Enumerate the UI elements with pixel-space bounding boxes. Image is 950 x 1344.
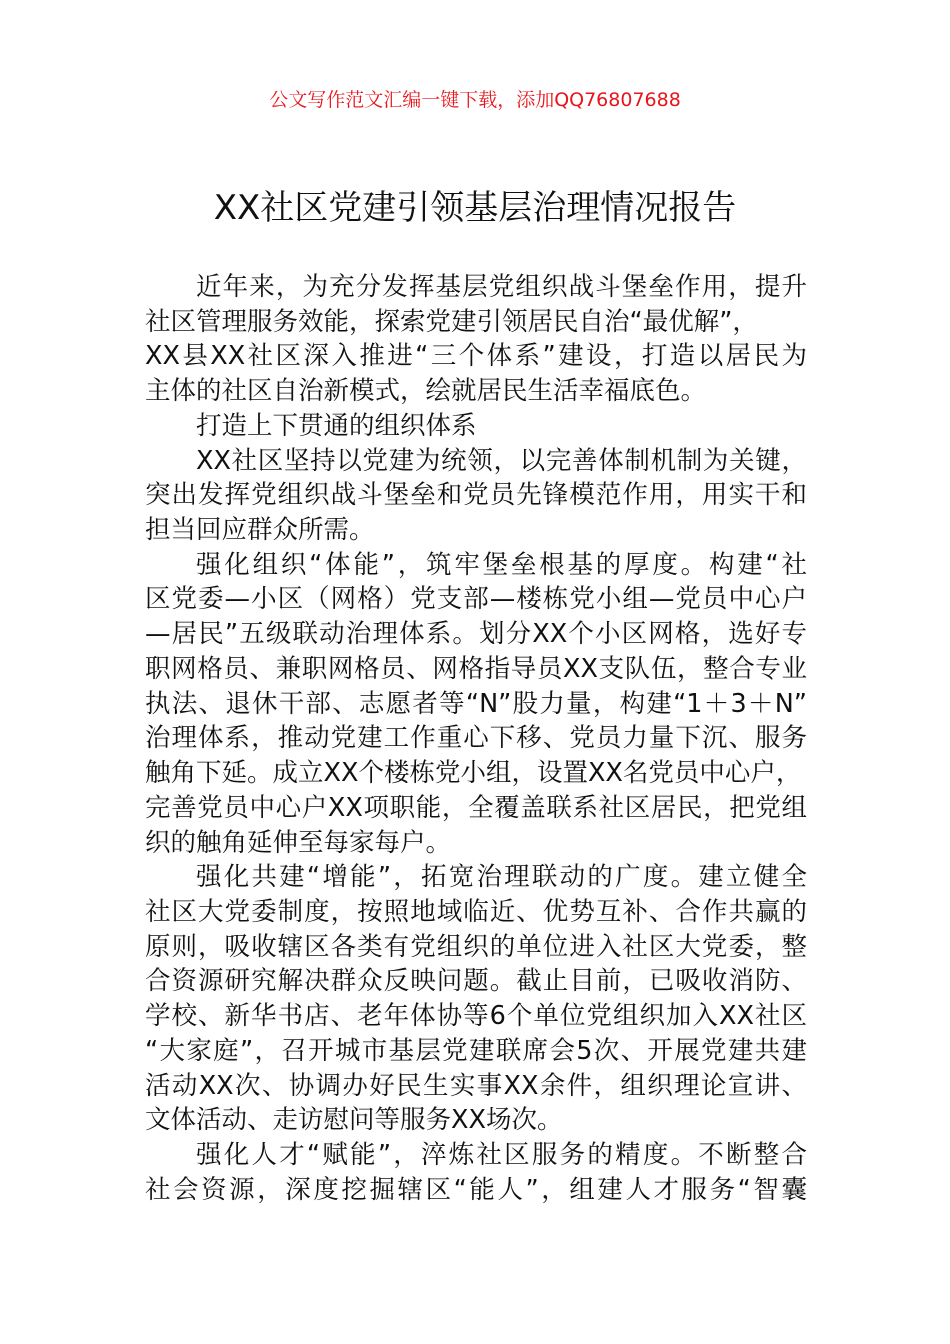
paragraph-line: XX县XX社区深入推进“三个体系”建设，打造以居民为	[145, 341, 807, 372]
paragraph-line: 原则，吸收辖区各类有党组织的单位进入社区大党委，整	[145, 931, 807, 962]
paragraph-line: —居民”五级联动治理体系。划分XX个小区网格，选好专	[145, 619, 807, 650]
paragraph-line: 社区管理服务效能，探索党建引领居民自治“最优解”，	[145, 306, 758, 337]
paragraph-line: 近年来，为充分发挥基层党组织战斗堡垒作用，提升	[196, 272, 807, 302]
document-title: XX社区党建引领基层治理情况报告	[213, 188, 737, 228]
paragraph-line: 强化组织“体能”，筑牢堡垒根基的厚度。构建“社	[196, 549, 807, 580]
paragraph-line: 强化共建“增能”，拓宽治理联动的广度。建立健全	[196, 862, 807, 893]
watermark-download-notice: 公文写作范文汇编一键下载，添加QQ76807688	[269, 89, 681, 111]
paragraph	[145, 548, 807, 860]
paragraph-line: 学校、新华书店、老年体协等6个单位党组织加入XX社区	[145, 1001, 807, 1032]
paragraph-line: 担当回应群众所需。	[145, 515, 375, 546]
paragraph-line: 合资源研究解决群众反映问题。截止目前，已吸收消防、	[145, 966, 807, 997]
paragraph-line: 职网格员、兼职网格员、网格指导员XX支队伍，整合专业	[145, 653, 807, 684]
paragraph-line: 突出发挥党组织战斗堡垒和党员先锋模范作用，用实干和	[145, 480, 807, 511]
paragraph	[145, 409, 807, 444]
paragraph-line: 执法、退休干部、志愿者等“N”股力量，构建“1＋3＋N”	[145, 688, 807, 719]
paragraph-line: 打造上下贯通的组织体系	[196, 410, 477, 441]
paragraph-line: XX社区坚持以党建为统领，以完善体制机制为关键，	[196, 445, 807, 476]
paragraph-line: 完善党员中心户XX项职能，全覆盖联系社区居民，把党组	[145, 792, 807, 823]
paragraph-line: 主体的社区自治新模式，绘就居民生活幸福底色。	[145, 376, 707, 407]
paragraph	[145, 1138, 807, 1207]
paragraph-line: 区党委—小区（网格）党支部—楼栋党小组—党员中心户	[145, 584, 807, 615]
paragraph	[145, 444, 807, 548]
paragraph-line: 社会资源，深度挖掘辖区“能人”，组建人才服务“智囊	[145, 1174, 807, 1205]
paragraph-line: 强化人才“赋能”，淬炼社区服务的精度。不断整合	[196, 1139, 807, 1170]
paragraph-line: 活动XX次、协调办好民生实事XX余件，组织理论宣讲、	[145, 1070, 807, 1101]
document-body	[145, 270, 807, 1207]
paragraph-line: 文体活动、走访慰问等服务XX场次。	[145, 1105, 563, 1136]
paragraph-line: 治理体系，推动党建工作重心下移、党员力量下沉、服务	[145, 723, 807, 754]
paragraph-line: 织的触角延伸至每家每户。	[145, 827, 452, 858]
paragraph	[145, 860, 807, 1138]
paragraph-line: “大家庭”，召开城市基层党建联席会5次、开展党建共建	[145, 1035, 807, 1066]
paragraph-line: 社区大党委制度，按照地域临近、优势互补、合作共赢的	[145, 896, 807, 927]
paragraph-line: 触角下延。成立XX个楼栋党小组，设置XX名党员中心户，	[145, 758, 802, 789]
paragraph	[145, 270, 807, 409]
